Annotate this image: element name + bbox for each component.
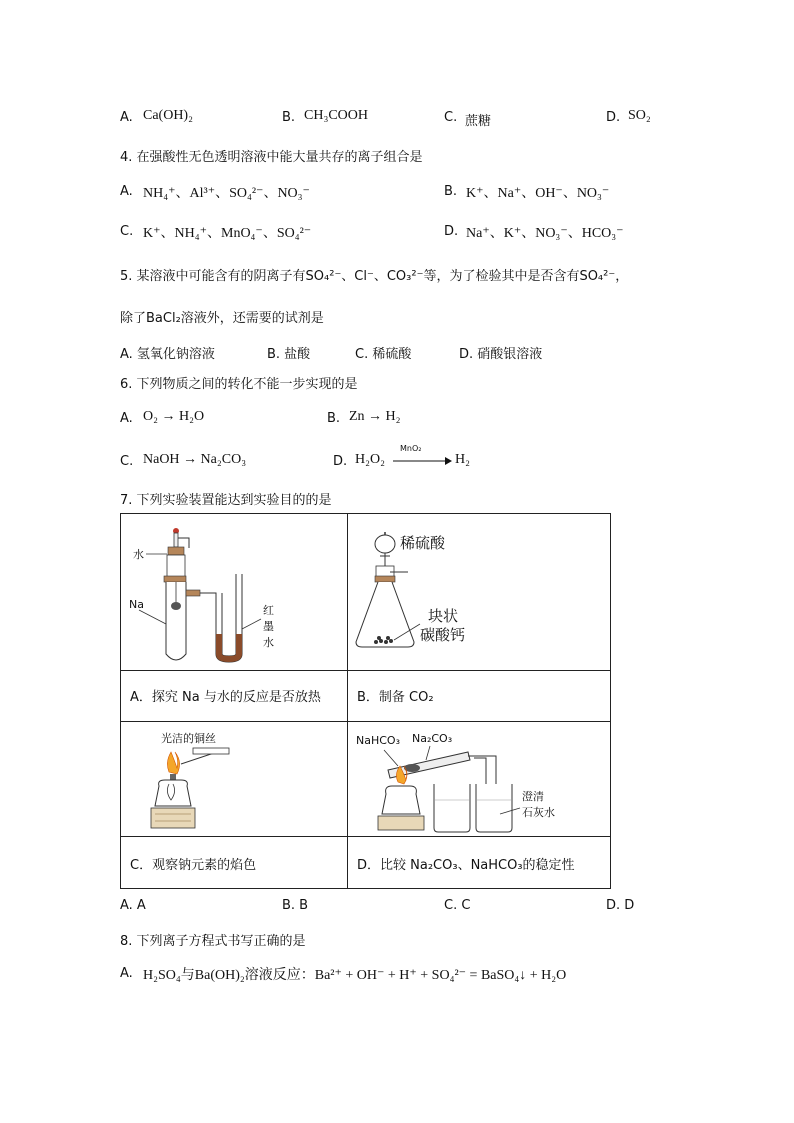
q3-option-b-text: CH₃COOH bbox=[304, 108, 368, 123]
q6-option-a-label: A. bbox=[120, 411, 133, 426]
q6-option-b-text: Zn → H₂ bbox=[349, 409, 401, 424]
q5-stem-line1: 5. 某溶液中可能含有的阴离子有SO₄²⁻、Cl⁻、CO₃²⁻等，为了检验其中是否含有SO₄²⁻， bbox=[120, 269, 629, 284]
q6-option-d-reactant: H₂O₂ bbox=[355, 452, 385, 467]
q4-stem: 4. 在强酸性无色透明溶液中能大量共存的离子组合是 bbox=[120, 150, 423, 165]
label-clear: 澄清 bbox=[522, 790, 544, 803]
q4-option-c-text: K⁺、NH₄⁺、MnO₄⁻、SO₄²⁻ bbox=[143, 226, 312, 241]
cell-b-label: B．制备 CO₂ bbox=[357, 690, 434, 705]
figure-a-sodium-water-apparatus bbox=[121, 514, 347, 670]
q7-apparatus-table bbox=[120, 513, 611, 889]
q6-option-d-catalyst: MnO₂ bbox=[400, 444, 422, 453]
reaction-arrow-icon bbox=[393, 456, 453, 466]
q7-option-b: B. B bbox=[282, 898, 309, 913]
q4-option-a-text: NH₄⁺、Al³⁺、SO₄²⁻、NO₃⁻ bbox=[143, 186, 310, 201]
label-na: Na bbox=[129, 598, 144, 611]
q4-option-a-label: A. bbox=[120, 184, 133, 199]
q6-stem: 6. 下列物质之间的转化不能一步实现的是 bbox=[120, 377, 358, 392]
figure-d-stability-apparatus bbox=[348, 722, 611, 836]
cell-d-label: D．比较 Na₂CO₃、NaHCO₃的稳定性 bbox=[357, 858, 575, 873]
label-copper-wire: 光洁的铜丝 bbox=[161, 732, 216, 745]
q3-option-a-text: Ca(OH)₂ bbox=[143, 108, 193, 123]
q3-option-b-label: B. bbox=[282, 110, 296, 125]
label-calcium-carbonate: 碳酸钙 bbox=[420, 626, 466, 644]
figure-c-flame-test bbox=[121, 722, 347, 836]
q4-option-c-label: C. bbox=[120, 224, 134, 239]
q3-option-c-text: 蔗糖 bbox=[465, 114, 492, 129]
label-red-ink-1: 红 bbox=[263, 604, 274, 617]
q8-option-a-text: H₂SO₄与Ba(OH)₂溶液反应：Ba²⁺ + OH⁻ + H⁺ + SO₄²⁻ = BaSO₄↓ + H₂O bbox=[143, 968, 567, 983]
q3-option-c-label: C. bbox=[444, 110, 458, 125]
q6-option-c-text: NaOH → Na₂CO₃ bbox=[143, 452, 247, 467]
label-na2co3: Na₂CO₃ bbox=[412, 732, 453, 745]
q7-option-c: C. C bbox=[444, 898, 471, 913]
cell-c-label: C．观察钠元素的焰色 bbox=[130, 858, 257, 873]
figure-b-co2-apparatus bbox=[348, 514, 611, 670]
q6-option-a-text: O₂ → H₂O bbox=[143, 409, 205, 424]
label-nahco3: NaHCO₃ bbox=[356, 734, 400, 747]
q5-stem-line2: 除了BaCl₂溶液外，还需要的试剂是 bbox=[120, 311, 324, 326]
q5-option-a: A. 氢氧化钠溶液 bbox=[120, 347, 215, 362]
q3-option-d-label: D. bbox=[606, 110, 621, 125]
q3-option-a-label: A. bbox=[120, 110, 133, 125]
q7-option-d: D. D bbox=[606, 898, 635, 913]
label-water: 水 bbox=[133, 548, 144, 561]
q6-option-d-label: D. bbox=[333, 454, 348, 469]
q4-option-b-text: K⁺、Na⁺、OH⁻、NO₃⁻ bbox=[466, 186, 610, 201]
cell-a-label: A．探究 Na 与水的反应是否放热 bbox=[130, 690, 321, 705]
q3-option-d-text: SO₂ bbox=[628, 108, 651, 123]
label-lump: 块状 bbox=[428, 607, 459, 625]
q5-option-b: B. 盐酸 bbox=[267, 347, 311, 362]
q5-option-d: D. 硝酸银溶液 bbox=[459, 347, 543, 362]
q8-option-a-label: A. bbox=[120, 966, 133, 981]
label-red-ink-2: 墨 bbox=[263, 620, 274, 633]
label-limewater: 石灰水 bbox=[522, 806, 555, 819]
q4-option-d-text: Na⁺、K⁺、NO₃⁻、HCO₃⁻ bbox=[466, 226, 624, 241]
q7-stem: 7. 下列实验装置能达到实验目的的是 bbox=[120, 493, 332, 508]
q5-option-c: C. 稀硫酸 bbox=[355, 347, 412, 362]
label-dilute-sulfuric-acid: 稀硫酸 bbox=[400, 534, 446, 552]
q6-option-d-product: H₂ bbox=[455, 452, 470, 467]
label-red-ink-3: 水 bbox=[263, 636, 274, 649]
q6-option-c-label: C. bbox=[120, 454, 134, 469]
q8-stem: 8. 下列离子方程式书写正确的是 bbox=[120, 934, 306, 949]
q4-option-d-label: D. bbox=[444, 224, 459, 239]
q4-option-b-label: B. bbox=[444, 184, 458, 199]
q6-option-b-label: B. bbox=[327, 411, 341, 426]
q7-option-a: A. A bbox=[120, 898, 146, 913]
